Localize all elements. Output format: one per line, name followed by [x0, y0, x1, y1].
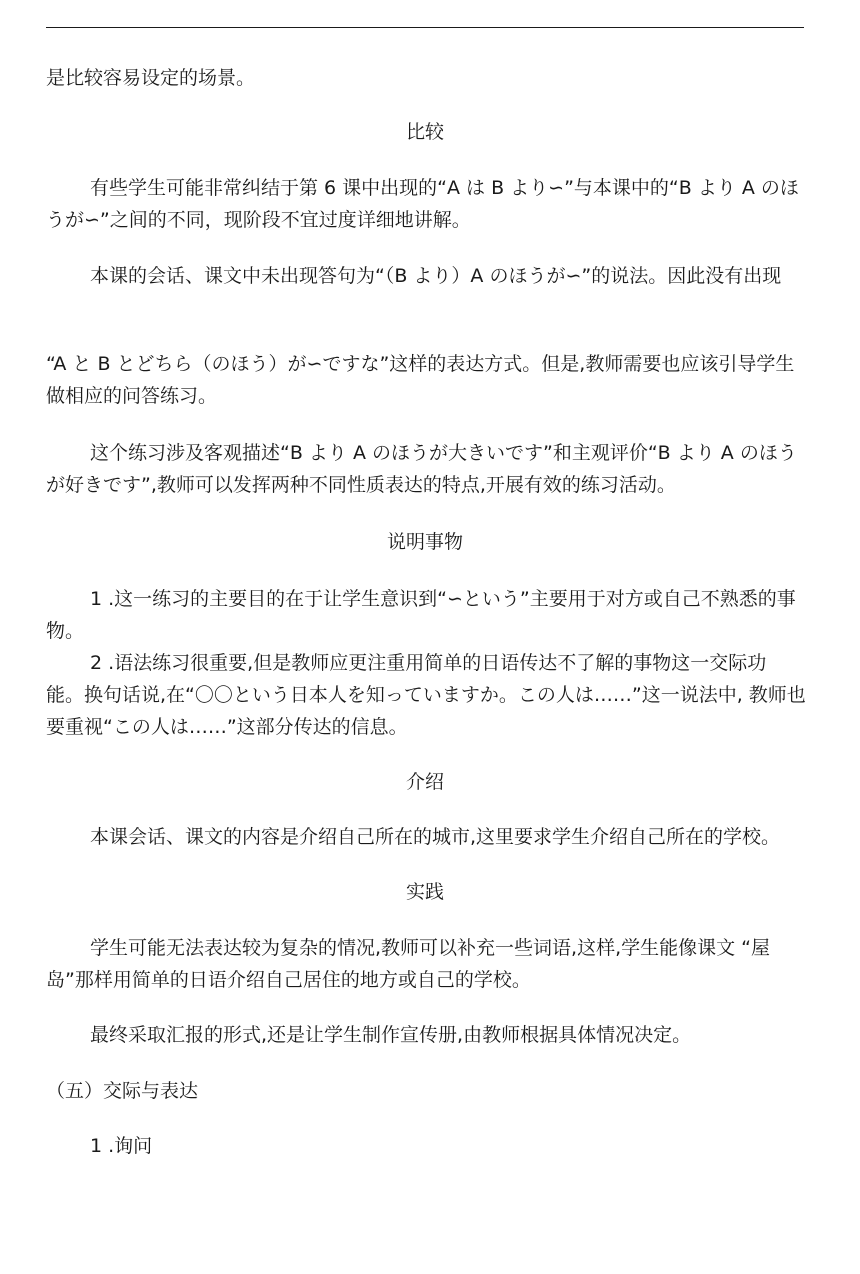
paragraph-compare-3: 这个练习涉及客观描述“B より A のほうが大きいです”和主观评价“B より A のほうが好きです”,教师可以发挥两种不同性质表达的特点,开展有效的练习活动。 — [46, 442, 797, 496]
paragraph-practice-1: 学生可能无法表达较为复杂的情况,教师可以补充一些词语,这样,学生能像课文 “屋岛”那样用简单的日语介绍自己居住的地方或自己的学校。 — [46, 937, 771, 991]
paragraph-intro: 是比较容易设定的场景。 — [46, 67, 256, 89]
paragraph-explain-1: 1 .这一练习的主要目的在于让学生意识到“∽という”主要用于对方或自己不熟悉的事物。 — [46, 588, 796, 642]
heading-compare: 比较 — [405, 121, 444, 143]
paragraph-compare-1: 有些学生可能非常纠结于第 6 课中出现的“A は B より∽”与本课中的“B より A のほうが∽”之间的不同，现阶段不宜过度详细地讲解。 — [46, 177, 799, 231]
paragraph-introduce: 本课会话、课文的内容是介绍自己所在的城市,这里要求学生介绍自己所在的学校。 — [90, 826, 781, 848]
heading-practice: 实践 — [405, 881, 444, 903]
heading-section-5: （五）交际与表达 — [46, 1080, 199, 1102]
paragraph-explain-2: 2 .语法练习很重要,但是教师应更注重用简单的日语传达不了解的事物这一交际功 能。换句话说,在“〇〇という日本人を知っていますか。この人は……”这一说法中, 教师也要重视“この人は……”这部分传达的信息。 — [46, 652, 806, 738]
paragraph-compare-2a: 本课的会话、课文中未出现答句为“（B より）A のほうが∽”的说法。因此没有出现 — [90, 265, 782, 287]
heading-explain: 说明事物 — [386, 531, 463, 553]
paragraph-practice-2: 最终采取汇报的形式,还是让学生制作宣传册,由教师根据具体情况决定。 — [90, 1024, 692, 1046]
paragraph-compare-2b: “A と B とどちら（のほう）が∽ですな”这样的表达方式。但是,教师需要也应该引导学生做相应的问答练习。 — [46, 353, 795, 407]
list-item-1: 1 .询问 — [90, 1135, 153, 1157]
header-rule — [46, 27, 804, 28]
heading-introduce: 介绍 — [405, 771, 444, 793]
